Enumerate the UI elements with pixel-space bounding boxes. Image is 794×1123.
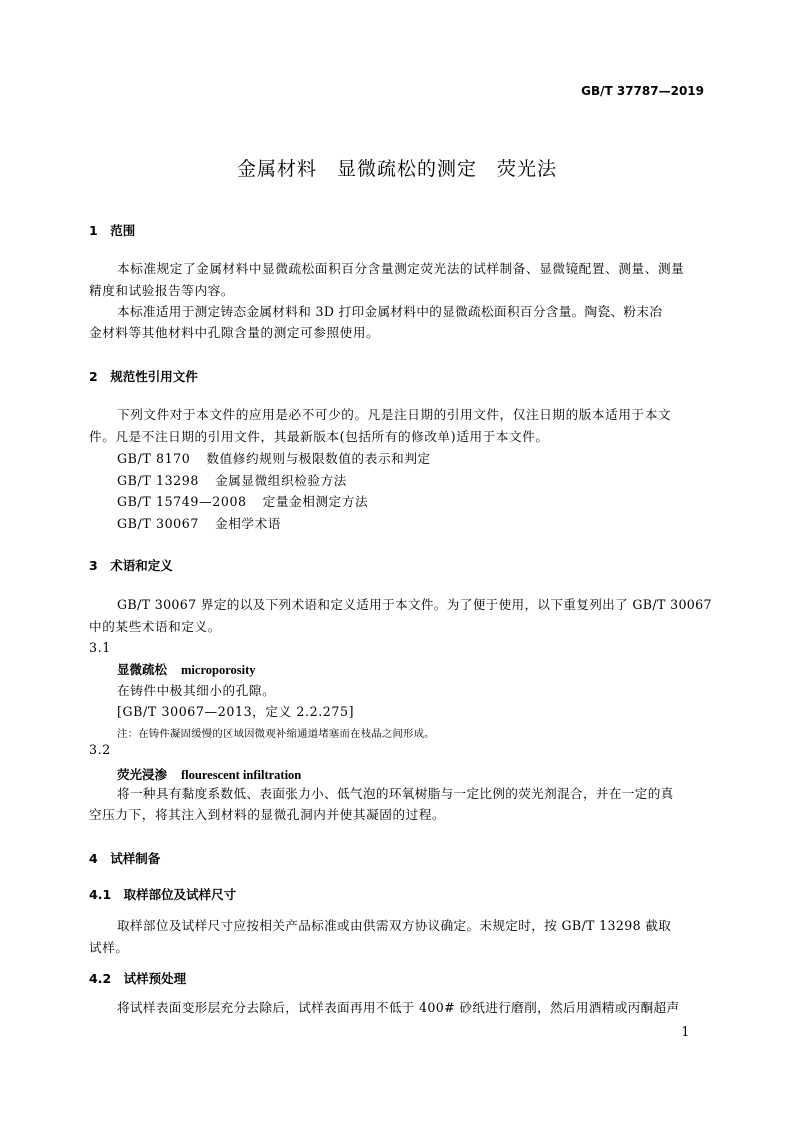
section-4-2-heading: 4.2 试样预处理	[89, 971, 187, 986]
section-4-1-line1: 取样部位及试样尺寸应按相关产品标准或由供需双方协议确定。未规定时，按 GB/T 13298 截取	[117, 918, 672, 933]
section-3-heading: 3 术语和定义	[89, 558, 173, 573]
term-3-1-number: 3.1	[89, 640, 111, 655]
section-3-p1-line2: 中的某些术语和定义。	[89, 619, 221, 634]
reference-name: 金属显微组织检验方法	[215, 473, 347, 488]
section-1-p2-line2: 金材料等其他材料中孔隙含量的测定可参照使用。	[89, 325, 380, 340]
section-2-p1-line1: 下列文件对于本文件的应用是必不可少的。凡是注日期的引用文件，仅注日期的版本适用于本文	[117, 407, 672, 422]
reference-item	[117, 491, 368, 513]
reference-name: 数值修约规则与极限数值的表示和判定	[206, 451, 431, 466]
reference-name: 定量金相测定方法	[262, 494, 369, 509]
term-3-1-source: [GB/T 30067—2013，定义 2.2.275]	[117, 704, 355, 719]
section-2-p1-line2: 件。凡是不注日期的引用文件，其最新版本(包括所有的修改单)适用于本文件。	[89, 429, 549, 444]
page-number: 1	[681, 1024, 690, 1039]
term-3-1-cn: 显微疏松	[117, 662, 168, 677]
term-3-1-definition: 在铸件中极其细小的孔隙。	[117, 683, 276, 698]
section-4-heading: 4 试样制备	[89, 851, 161, 866]
term-3-1-en: microporosity	[181, 663, 256, 677]
section-4-2-line1: 将试样表面变形层充分去除后，试样表面再用不低于 400# 砂纸进行磨削，然后用酒精或丙酮超声	[117, 1000, 680, 1015]
document-title: 金属材料 显微疏松的测定 荧光法	[236, 158, 557, 180]
reference-name: 金相学术语	[215, 516, 281, 531]
section-1-p2-line1: 本标准适用于测定铸态金属材料和 3D 打印金属材料中的显微疏松面积百分含量。陶瓷、粉末冶	[117, 304, 663, 319]
section-1-p1-line2: 精度和试验报告等内容。	[89, 283, 235, 298]
reference-code: GB/T 8170	[117, 451, 191, 466]
term-3-2-def-line2: 空压力下，将其注入到材料的显微孔洞内并使其凝固的过程。	[89, 807, 446, 822]
reference-code: GB/T 15749—2008	[117, 494, 247, 509]
reference-item	[117, 470, 347, 492]
term-3-2-en: flourescent infiltration	[181, 768, 302, 782]
term-3-2-def-line1: 将一种具有黏度系数低、表面张力小、低气泡的环氧树脂与一定比例的荧光剂混合，并在一定的真	[117, 786, 674, 801]
section-3-p1-line1: GB/T 30067 界定的以及下列术语和定义适用于本文件。为了便于使用，以下重复列出了 GB/T 30067	[117, 597, 712, 612]
standard-id-header: GB/T 37787—2019	[581, 84, 704, 98]
section-1-p1-line1: 本标准规定了金属材料中显微疏松面积百分含量测定荧光法的试样制备、显微镜配置、测量、测量	[117, 261, 685, 276]
term-3-2-number: 3.2	[89, 742, 111, 757]
term-3-1-title	[117, 660, 256, 678]
reference-item	[117, 448, 431, 470]
reference-code: GB/T 30067	[117, 516, 200, 531]
section-1-heading: 1 范围	[89, 223, 136, 238]
reference-code: GB/T 13298	[117, 473, 200, 488]
term-3-2-title	[117, 765, 301, 783]
section-2-heading: 2 规范性引用文件	[89, 369, 198, 384]
section-4-1-heading: 4.1 取样部位及试样尺寸	[89, 887, 237, 902]
section-4-1-line2: 试样。	[89, 940, 129, 955]
term-3-1-note: 注：在铸件凝固缓慢的区域因微观补缩通道堵塞而在枝晶之间形成。	[117, 728, 435, 740]
reference-item	[117, 513, 281, 535]
term-3-2-cn: 荧光浸渗	[117, 767, 168, 782]
